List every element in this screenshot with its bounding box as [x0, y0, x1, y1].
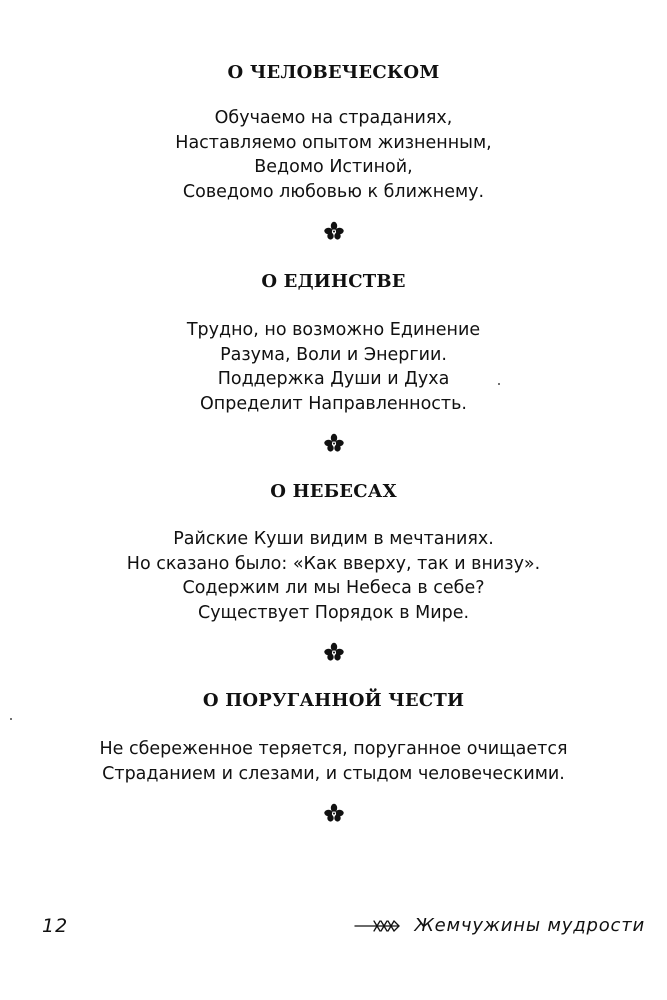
arrow-flourish-icon	[354, 918, 400, 934]
poem-line: Поддержка Души и Духа	[217, 369, 450, 389]
section-o-porugannoy-chesti	[0, 690, 667, 824]
poem-line: Страданием и слезами, и стыдом человеческими.	[102, 763, 565, 784]
section-o-nebesakh	[0, 481, 667, 663]
section-title: О ПОРУГАННОЙ ЧЕСТИ	[202, 690, 465, 711]
flower-ornament-icon	[323, 220, 345, 242]
poem-line: Не сбереженное теряется, поруганное очищается	[99, 739, 568, 759]
poem-line: Определит Направленность.	[200, 393, 467, 414]
poem-line: Райские Куши видим в мечтаниях.	[173, 529, 494, 549]
poem-line: Но сказано было: «Как вверху, так и внизу».	[126, 553, 541, 574]
section-o-edinstve	[0, 271, 667, 454]
book-title: Жемчужины мудрости	[414, 915, 645, 936]
section-o-chelovecheskom	[0, 62, 667, 242]
section-title: О НЕБЕСАХ	[270, 481, 397, 502]
poem-line: Наставляемо опытом жизненным,	[175, 132, 492, 153]
poem-line: Разума, Воли и Энергии.	[220, 344, 447, 365]
scan-speck	[498, 383, 500, 385]
poem	[0, 106, 667, 204]
flower-ornament-icon	[323, 432, 345, 454]
scan-speck	[10, 718, 12, 720]
poem-line: Ведомо Истиной,	[254, 157, 413, 177]
poem-line: Существует Порядок в Мире.	[197, 602, 470, 623]
section-title: О ЧЕЛОВЕЧЕСКОМ	[227, 62, 440, 83]
poem-line: Обучаемо на страданиях,	[214, 108, 453, 128]
poem-line: Трудно, но возможно Единение	[186, 320, 481, 340]
section-title: О ЕДИНСТВЕ	[261, 271, 406, 292]
poem-line: Соведомо любовью к ближнему.	[182, 181, 485, 202]
poem	[0, 318, 667, 416]
poem	[0, 527, 667, 625]
running-footer	[354, 915, 645, 936]
poem	[0, 737, 667, 786]
flower-ornament-icon	[323, 641, 345, 663]
flower-ornament-icon	[323, 802, 345, 824]
poem-line: Содержим ли мы Небеса в себе?	[182, 578, 485, 598]
page-number: 12	[42, 915, 69, 937]
